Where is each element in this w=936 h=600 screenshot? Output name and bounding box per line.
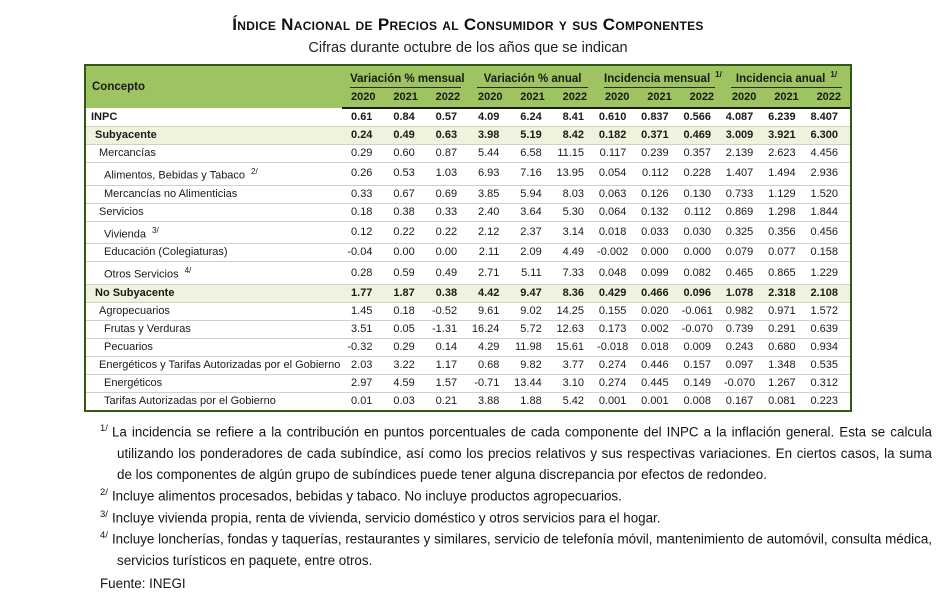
row-label: Otros Servicios $^{4/}$ — [104, 266, 192, 281]
value-cell: 0.03 — [393, 394, 415, 407]
value-cell: 0.18 — [351, 205, 373, 218]
value-cell: 0.465 — [725, 266, 754, 279]
value-cell: 2.40 — [477, 205, 500, 218]
value-cell: 2.108 — [810, 286, 838, 299]
value-cell: 9.61 — [477, 304, 500, 317]
value-cell: 1.494 — [768, 167, 796, 180]
value-cell: 0.38 — [393, 205, 415, 218]
value-cell: 2.03 — [351, 358, 373, 371]
value-cell: 3.921 — [768, 129, 796, 141]
row-label: No Subyacente — [95, 286, 175, 299]
year-header: 2020 — [596, 88, 638, 108]
table-row — [86, 127, 850, 145]
value-cell: 0.155 — [598, 304, 627, 317]
value-cell: 4.29 — [477, 340, 500, 353]
value-cell: 0.12 — [351, 225, 373, 238]
value-cell: 0.69 — [435, 187, 458, 200]
value-cell: 0.21 — [435, 394, 458, 407]
value-cell: -1.31 — [432, 322, 458, 335]
row-label: Mercancías — [99, 147, 156, 159]
value-cell: 5.44 — [477, 147, 500, 159]
value-cell: 0.53 — [393, 167, 415, 180]
value-cell: 0.001 — [598, 394, 627, 407]
table-header — [86, 66, 850, 108]
value-cell: 5.94 — [520, 187, 542, 200]
inpc-table-wrap — [84, 64, 852, 412]
value-cell: 0.28 — [351, 266, 373, 279]
value-cell: 0.63 — [435, 129, 458, 141]
value-cell: 0.132 — [641, 205, 669, 218]
value-cell: 0.05 — [393, 322, 415, 335]
value-cell: 16.24 — [471, 322, 500, 335]
value-cell: 0.429 — [598, 286, 627, 299]
value-cell: 11.98 — [514, 340, 542, 353]
value-cell: 0.097 — [725, 358, 754, 371]
value-cell: 0.018 — [641, 340, 669, 353]
value-cell: 0.68 — [477, 358, 500, 371]
year-header: 2021 — [765, 88, 807, 108]
value-cell: 0.020 — [641, 304, 669, 317]
value-cell: 1.267 — [768, 376, 796, 389]
value-cell: 0.054 — [598, 167, 627, 180]
value-cell: 0.079 — [725, 246, 754, 259]
value-cell: 0.274 — [598, 376, 627, 389]
value-cell: 0.033 — [641, 225, 669, 238]
column-header-concepto: Concepto — [86, 66, 342, 108]
value-cell: 0.466 — [641, 286, 669, 299]
value-cell: 0.357 — [683, 147, 711, 159]
table-row — [86, 320, 850, 338]
value-cell: 5.42 — [562, 394, 585, 407]
value-cell: 3.88 — [477, 394, 500, 407]
value-cell: 8.36 — [562, 286, 585, 299]
value-cell: 0.01 — [351, 394, 373, 407]
value-cell: -0.061 — [681, 304, 713, 317]
row-label: Alimentos, Bebidas y Tabaco $^{2/}$ — [104, 167, 258, 182]
value-cell: 0.24 — [351, 129, 373, 141]
footnote-ref: 3/ — [152, 225, 159, 235]
column-group-2 — [469, 66, 596, 88]
value-cell: 0.49 — [435, 266, 458, 279]
table-row — [86, 203, 850, 221]
value-cell: 0.009 — [683, 340, 711, 353]
value-cell: 6.93 — [477, 167, 500, 180]
value-cell: 0.158 — [810, 246, 838, 259]
value-cell: 13.44 — [514, 376, 542, 389]
value-cell: -0.52 — [432, 304, 458, 317]
value-cell: 6.58 — [520, 147, 542, 159]
value-cell: 0.934 — [810, 340, 838, 353]
value-cell: 0.456 — [810, 225, 838, 238]
value-cell: 0.274 — [598, 358, 627, 371]
value-cell: 0.67 — [393, 187, 415, 200]
value-cell: 3.14 — [562, 225, 585, 238]
value-cell: 0.445 — [641, 376, 669, 389]
value-cell: -0.04 — [347, 246, 373, 259]
value-cell: 5.19 — [520, 129, 542, 141]
value-cell: 1.87 — [393, 286, 415, 299]
row-label: Vivienda $^{3/}$ — [104, 225, 159, 241]
value-cell: 2.37 — [520, 225, 542, 238]
value-cell: 3.009 — [725, 129, 754, 141]
value-cell: 4.087 — [725, 111, 754, 123]
footnote-text: Incluye vivienda propia, renta de vivienda, servicio doméstico y otros servicios para el hogar. — [111, 510, 661, 526]
value-cell: 0.081 — [768, 394, 796, 407]
value-cell: 13.95 — [556, 167, 585, 180]
value-cell: 0.000 — [683, 246, 711, 259]
value-cell: 0.356 — [768, 225, 796, 238]
value-cell: 4.09 — [477, 111, 500, 123]
value-cell: 0.61 — [351, 111, 373, 123]
footnote — [100, 485, 932, 507]
value-cell: 0.739 — [725, 322, 754, 335]
row-label: Subyacente — [95, 129, 157, 141]
year-header: 2020 — [469, 88, 511, 108]
value-cell: 2.318 — [768, 286, 796, 299]
column-group-1 — [342, 66, 469, 88]
value-cell: 6.24 — [520, 111, 542, 123]
value-cell: 0.099 — [641, 266, 669, 279]
year-header: 2020 — [723, 88, 765, 108]
value-cell: 0.018 — [598, 225, 627, 238]
value-cell: 3.51 — [351, 322, 373, 335]
value-cell: 0.00 — [435, 246, 458, 259]
value-cell: 9.47 — [520, 286, 542, 299]
value-cell: 0.130 — [683, 187, 711, 200]
value-cell: 0.008 — [683, 394, 711, 407]
value-cell: 0.182 — [598, 129, 627, 141]
header-group-row — [86, 66, 850, 88]
footnote — [100, 507, 932, 529]
footnote-ref: 1/ — [830, 70, 838, 80]
table-row — [86, 145, 850, 163]
value-cell: 1.407 — [725, 167, 754, 180]
table-row — [86, 374, 850, 392]
page-title: Índice Nacional de Precios al Consumidor y sus Componentes — [232, 15, 704, 34]
value-cell: 0.865 — [768, 266, 796, 279]
footnote-text: Incluye alimentos procesados, bebidas y tabaco. No incluye productos agropecuarios. — [111, 488, 622, 504]
value-cell: 1.844 — [810, 205, 838, 218]
value-cell: 1.77 — [351, 286, 373, 299]
value-cell: 1.520 — [810, 187, 838, 200]
value-cell: 0.077 — [768, 246, 796, 259]
source-line: Fuente: INEGI — [100, 576, 186, 592]
value-cell: 1.88 — [520, 394, 542, 407]
value-cell: 4.59 — [393, 376, 415, 389]
row-label: INPC — [91, 110, 118, 123]
value-cell: 2.71 — [477, 266, 500, 279]
value-cell: 8.407 — [810, 111, 838, 123]
value-cell: 0.87 — [435, 147, 458, 159]
value-cell: 0.173 — [598, 322, 627, 335]
value-cell: 1.078 — [725, 286, 754, 299]
value-cell: 0.29 — [393, 340, 415, 353]
value-cell: 0.167 — [725, 394, 754, 407]
value-cell: 0.639 — [810, 322, 838, 335]
table-row — [86, 185, 850, 203]
value-cell: 12.63 — [556, 322, 585, 335]
value-cell: 0.26 — [351, 167, 373, 180]
footnote-marker: 1/ — [100, 422, 108, 434]
value-cell: 1.17 — [435, 358, 458, 371]
value-cell: 2.11 — [478, 246, 500, 259]
value-cell: 4.49 — [562, 246, 585, 259]
year-header: 2022 — [427, 88, 469, 108]
value-cell: 1.298 — [768, 205, 796, 218]
value-cell: 15.61 — [556, 340, 585, 353]
table-row — [86, 338, 850, 356]
table-row — [86, 108, 850, 127]
value-cell: 0.680 — [768, 340, 796, 353]
column-group-3 — [596, 66, 723, 88]
footnote-ref: 2/ — [251, 167, 258, 176]
table-row — [86, 356, 850, 374]
inpc-table — [86, 66, 850, 410]
value-cell: 0.126 — [641, 187, 669, 200]
table-row — [86, 284, 850, 302]
value-cell: 0.38 — [435, 286, 458, 299]
value-cell: -0.070 — [723, 376, 756, 389]
value-cell: 3.77 — [562, 358, 585, 371]
year-header: 2021 — [511, 88, 553, 108]
footnote-marker: 4/ — [100, 530, 108, 542]
value-cell: 7.16 — [520, 167, 542, 180]
value-cell: 2.12 — [477, 225, 500, 238]
row-label: Servicios — [99, 205, 144, 218]
value-cell: 0.971 — [768, 304, 796, 317]
value-cell: -0.018 — [597, 340, 629, 353]
value-cell: -0.32 — [347, 340, 373, 353]
value-cell: 0.048 — [598, 266, 627, 279]
value-cell: 8.42 — [562, 129, 585, 141]
row-label: Frutas y Verduras — [104, 322, 191, 335]
value-cell: 0.002 — [641, 322, 669, 335]
value-cell: 0.243 — [725, 340, 754, 353]
value-cell: 0.325 — [725, 225, 754, 238]
column-group-4 — [723, 66, 850, 88]
year-header: 2020 — [342, 88, 384, 108]
value-cell: 0.096 — [683, 286, 711, 299]
row-label: Energéticos — [104, 376, 163, 389]
year-header: 2022 — [681, 88, 723, 108]
value-cell: 0.00 — [393, 246, 415, 259]
footnote-text: Incluye loncherías, fondas y taquerías, restaurantes y similares, servicio de telefonía móvil, mantenimiento de automóvil, consulta médica, servicios turísticos en paquete, entre otros. — [111, 531, 932, 568]
footnote — [100, 421, 932, 485]
footnote-marker: 3/ — [100, 508, 108, 520]
value-cell: 0.112 — [641, 167, 669, 180]
footnote-ref: 1/ — [715, 70, 722, 80]
value-cell: 2.09 — [520, 246, 542, 259]
value-cell: 2.936 — [810, 167, 838, 180]
value-cell: 0.18 — [393, 304, 415, 317]
year-header: 2021 — [384, 88, 426, 108]
year-header: 2022 — [808, 88, 850, 108]
value-cell: 0.610 — [598, 111, 627, 123]
value-cell: 1.129 — [768, 187, 796, 200]
value-cell: 1.57 — [435, 376, 458, 389]
value-cell: 0.837 — [641, 111, 669, 123]
value-cell: 2.97 — [351, 376, 373, 389]
value-cell: 0.469 — [683, 129, 711, 141]
value-cell: 0.000 — [641, 246, 669, 259]
value-cell: 0.566 — [683, 111, 711, 123]
row-label: Pecuarios — [104, 340, 153, 353]
value-cell: 0.57 — [435, 111, 458, 123]
value-cell: 0.112 — [684, 205, 711, 218]
value-cell: 1.348 — [768, 358, 796, 371]
table-row — [86, 221, 850, 244]
value-cell: 0.030 — [683, 225, 711, 238]
row-label: Mercancías no Alimenticias — [104, 187, 238, 200]
value-cell: 0.59 — [393, 266, 415, 279]
value-cell: 1.229 — [810, 266, 838, 279]
value-cell: 0.001 — [641, 394, 669, 407]
table-row — [86, 392, 850, 410]
value-cell: 9.82 — [520, 358, 542, 371]
column-group-label: Incidencia mensual — [604, 73, 711, 85]
value-cell: 0.84 — [393, 111, 415, 123]
value-cell: 0.063 — [598, 187, 627, 200]
value-cell: 0.29 — [351, 147, 373, 159]
value-cell: -0.002 — [597, 246, 629, 259]
footnote-marker: 2/ — [100, 486, 108, 498]
value-cell: 9.02 — [520, 304, 542, 317]
value-cell: 7.33 — [562, 266, 585, 279]
value-cell: 3.22 — [393, 358, 415, 371]
value-cell: 0.312 — [810, 376, 838, 389]
value-cell: 5.30 — [562, 205, 585, 218]
value-cell: 0.371 — [641, 129, 669, 141]
value-cell: 0.733 — [725, 187, 754, 200]
value-cell: 0.33 — [351, 187, 373, 200]
table-body — [86, 108, 850, 410]
value-cell: 6.239 — [768, 111, 796, 123]
value-cell: 14.25 — [556, 304, 585, 317]
value-cell: 4.42 — [477, 286, 500, 299]
value-cell: 0.157 — [683, 358, 711, 371]
column-group-label: Variación % anual — [483, 73, 582, 85]
footnotes — [100, 421, 932, 594]
value-cell: -0.070 — [681, 322, 713, 335]
footnote-ref: 4/ — [184, 266, 192, 276]
value-cell: 4.456 — [810, 147, 838, 159]
value-cell: 1.03 — [435, 167, 458, 180]
value-cell: 6.300 — [810, 129, 838, 141]
table-row — [86, 262, 850, 285]
value-cell: 0.869 — [725, 205, 754, 218]
value-cell: 0.064 — [598, 205, 627, 218]
value-cell: 0.535 — [810, 358, 838, 371]
table-row — [86, 302, 850, 320]
value-cell: 5.72 — [520, 322, 542, 335]
value-cell: 1.45 — [351, 304, 373, 317]
footnote — [100, 528, 932, 571]
value-cell: 0.446 — [641, 358, 669, 371]
value-cell: 11.15 — [557, 147, 585, 159]
table-row — [86, 163, 850, 186]
table-row — [86, 244, 850, 262]
value-cell: 8.03 — [562, 187, 585, 200]
value-cell: 0.117 — [599, 147, 627, 159]
value-cell: 0.082 — [683, 266, 711, 279]
page-subtitle: Cifras durante octubre de los años que se indican — [308, 40, 628, 56]
value-cell: 0.60 — [393, 147, 415, 159]
value-cell: 0.22 — [435, 225, 458, 238]
value-cell: 3.64 — [520, 205, 542, 218]
value-cell: 0.49 — [393, 129, 415, 141]
value-cell: 0.291 — [768, 322, 796, 335]
value-cell: 0.149 — [683, 376, 711, 389]
row-label: Energéticos y Tarifas Autorizadas por el Gobierno — [99, 358, 341, 371]
value-cell: 0.223 — [810, 394, 838, 407]
value-cell: 3.98 — [477, 129, 500, 141]
value-cell: 0.22 — [393, 225, 415, 238]
value-cell: 2.139 — [725, 147, 754, 159]
row-label: Educación (Colegiaturas) — [104, 246, 228, 259]
value-cell: 3.10 — [562, 376, 585, 389]
value-cell: 1.572 — [810, 304, 838, 317]
value-cell: 0.982 — [725, 304, 754, 317]
value-cell: 2.623 — [768, 147, 796, 159]
footnote-text: La incidencia se refiere a la contribución en puntos porcentuales de cada componente del INPC a la inflación general. Esta se calcula utilizando los ponderadores de cada subíndice, así como los precios relativos y sus respectivas variaciones. En ciertos casos, la suma de los componentes de algún grupo de subíndices puede tener alguna discrepancia por efectos de redondeo. — [111, 424, 932, 482]
value-cell: -0.71 — [474, 376, 500, 389]
column-group-label: Incidencia anual — [735, 73, 826, 85]
row-label: Agropecuarios — [99, 304, 170, 317]
value-cell: 5.11 — [521, 266, 542, 279]
footnote-list — [100, 421, 932, 571]
value-cell: 0.14 — [435, 340, 458, 353]
year-header: 2021 — [638, 88, 680, 108]
year-header: 2022 — [554, 88, 596, 108]
value-cell: 8.41 — [562, 111, 585, 123]
row-label: Tarifas Autorizadas por el Gobierno — [104, 394, 276, 407]
value-cell: 0.228 — [683, 167, 711, 180]
value-cell: 0.33 — [435, 205, 458, 218]
value-cell: 3.85 — [477, 187, 500, 200]
value-cell: 0.239 — [641, 147, 669, 159]
column-group-label: Variación % mensual — [350, 73, 465, 85]
